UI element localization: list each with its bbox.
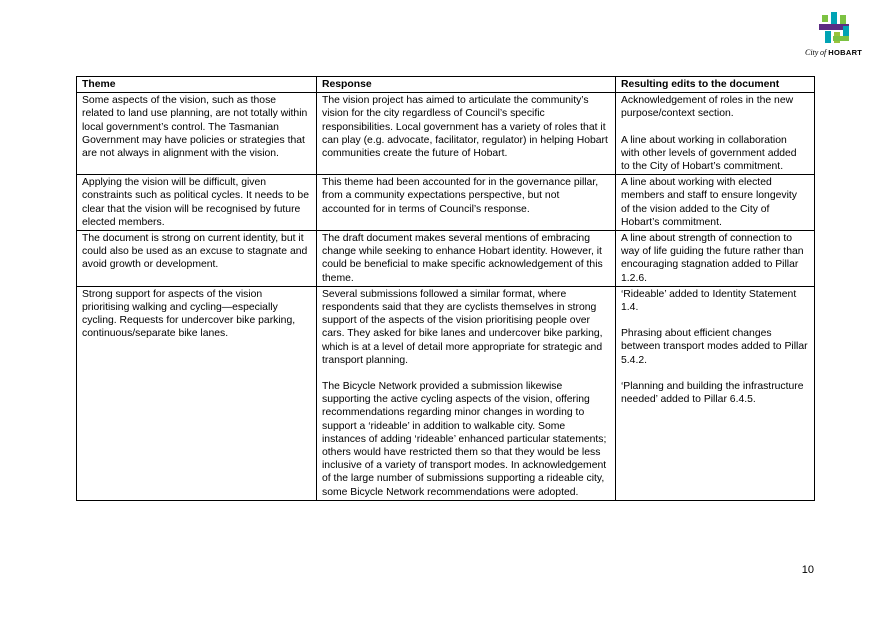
edits-cell [616, 93, 815, 175]
edit-text: A line about working in collaboration with other levels of government added to the City of Hobart’s commitment. [621, 134, 797, 173]
edit-text: Phrasing about efficient changes between transport modes added to Pillar 5.4.2. [621, 328, 808, 366]
header-resulting-edits: Resulting edits to the document [616, 77, 815, 93]
theme-text: Applying the vision will be difficult, given constraints such as political cycles. It needs to be clear that the vision will be recognised by future elected members. [82, 177, 309, 228]
edit-text: ‘Planning and building the infrastructure needed’ added to Pillar 6.4.5. [621, 380, 804, 406]
edit-text: Acknowledgement of roles in the new purpose/context section. [621, 95, 794, 120]
city-of-hobart-logo [805, 12, 875, 64]
header-response: Response [317, 77, 616, 93]
response-text: The Bicycle Network provided a submission likewise supporting the active cycling aspects of the vision, offering recommendations regarding minor changes in wording to support a ‘rideable’ in addition to walkable city. Some instances of adding ‘rideable’ enhanced particular statements; others would have restricted them so that they would be less inclusive of a variety of transport modes. In acknowledgement of the large number of submissions supporting a rideable city, some Bicycle Network recommendations were adopted. [322, 381, 607, 498]
edits-cell [616, 231, 815, 287]
edit-text: ‘Rideable’ added to Identity Statement 1.4. [621, 288, 797, 314]
edits-cell [616, 286, 815, 500]
table-row [77, 93, 815, 175]
response-cell [317, 175, 616, 231]
edits-cell [616, 175, 815, 231]
response-text: This theme had been accounted for in the governance pillar, from a community expectations perspective, but not accounted for in terms of Council’s response. [322, 177, 599, 215]
table-header-row [77, 77, 815, 93]
table-row [77, 286, 815, 500]
edit-text: A line about working with elected members and staff to ensure longevity of the vision added to the City of Hobart’s commitment. [621, 177, 797, 228]
response-cell [317, 93, 616, 175]
response-cell [317, 231, 616, 287]
theme-cell [77, 93, 317, 175]
submission-themes-table [76, 76, 815, 501]
response-text: The vision project has aimed to articulate the community’s vision for the city regardless of Council’s specific responsibilities. Local government has a variety of roles that it can play (e.g. advocate, facilitator, regulator) in helping Hobart communities create the future of Hobart. [322, 95, 608, 160]
theme-text: The document is strong on current identity, but it could also be used as an excuse to stagnate and avoid growth or development. [82, 233, 308, 271]
table-row [77, 231, 815, 287]
hobart-grid-icon [819, 12, 855, 44]
page-number: 10 [801, 564, 814, 576]
theme-cell [77, 286, 317, 500]
header-theme: Theme [77, 77, 317, 93]
theme-text: Strong support for aspects of the vision prioritising walking and cycling—especially cycling. Requests for undercover bike parking, continuous/separate bike lanes. [82, 288, 296, 340]
response-text: Several submissions followed a similar format, where respondents said that they are cyclists themselves in strong support of the aspects of the vision prioritising people over cars. They asked for bike lanes and undercover bike parking, which is at a level of detail more appropriate for strategic and transport planning. [322, 288, 603, 366]
logo-wordmark: City of HOBART [805, 48, 863, 57]
edit-text: A line about strength of connection to way of life guiding the future rather than encouraging stagnation added to Pillar 1.2.6. [621, 233, 804, 284]
response-text: The draft document makes several mentions of embracing change while seeking to enhance Hobart identity. However, it could be beneficial to make specific acknowledgement of this theme. [322, 233, 603, 284]
theme-text: Some aspects of the vision, such as those related to land use planning, are not totally within local government’s control. The Tasmanian Government may have policies or strategies that are not always in alignment with the vision. [82, 95, 308, 160]
table-row [77, 175, 815, 231]
theme-cell [77, 175, 317, 231]
theme-cell [77, 231, 317, 287]
response-cell [317, 286, 616, 500]
